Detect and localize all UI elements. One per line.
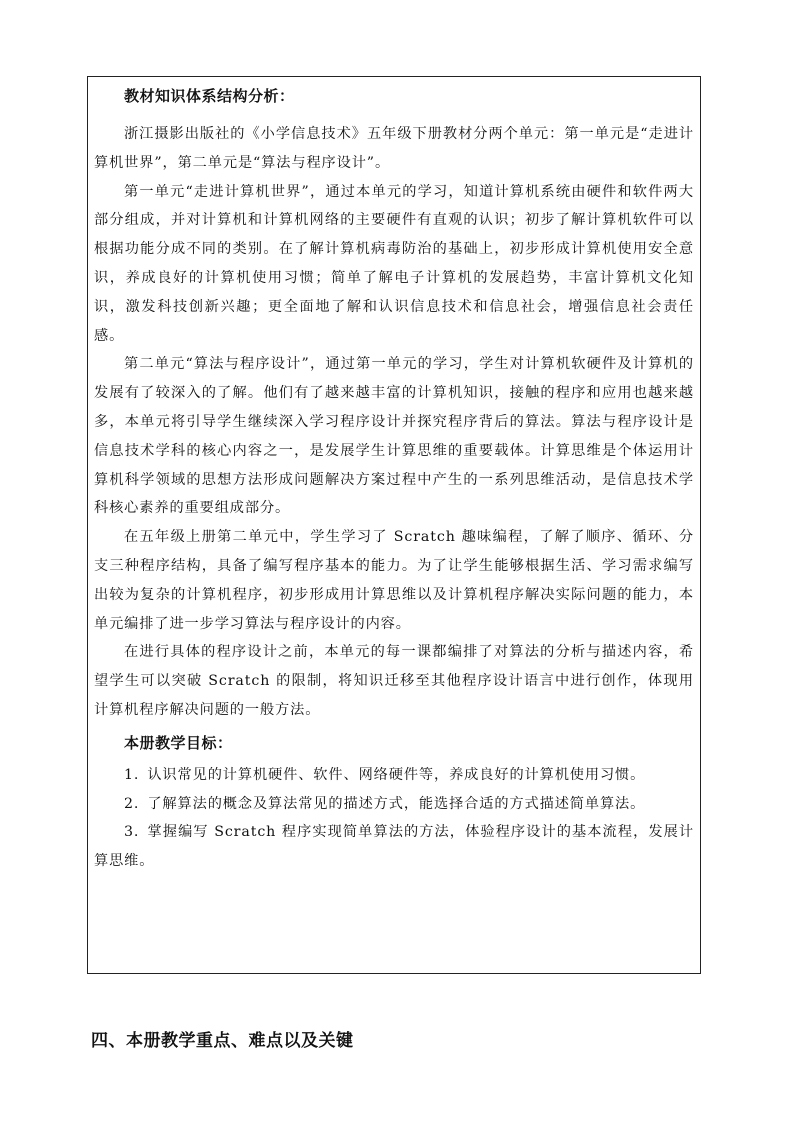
paragraph-unit-two: 第二单元“算法与程序设计”，通过第一单元的学习，学生对计算机软硬件及计算机的发展有了较深入的了解。他们有了越来越丰富的计算机知识，接触的程序和应用也越来越多，本单元将引导学生继续深入学习程序设计并探究程序背后的算法。算法与程序设计是信息技术学科的核心内容之一，是发展学生计算思维的重要载体。计算思维是个体运用计算机科学领域的思想方法形成问题解决方案过程中产生的一系列思维活动，是信息技术学科核心素养的重要组成部分。 [94,356,694,517]
section-title-key-points: 四、本册教学重点、难点以及关键 [91,1031,354,1051]
goal-text: 认识常见的计算机硬件、软件、网络硬件等，养成良好的计算机使用习惯。 [147,766,646,783]
goal-text: 了解算法的概念及算法常见的描述方式，能选择合适的方式描述简单算法。 [147,795,646,812]
goal-item [94,818,694,876]
goal-text: 掌握编写 Scratch 程序实现简单算法的方法，体验程序设计的基本流程，发展计算思维。 [94,824,694,870]
paragraph-intro: 浙江摄影出版社的《小学信息技术》五年级下册教材分两个单元：第一单元是“走进计算机世界”，第二单元是“算法与程序设计”。 [94,126,694,171]
content-box [87,76,701,974]
goal-item [94,790,694,819]
section-heading-goals: 本册教学目标： [124,733,233,752]
goal-number: 2. [124,795,140,812]
goal-item [94,761,694,790]
goals-list [94,761,694,876]
goal-number: 1. [124,766,140,783]
paragraph-scratch-background: 在五年级上册第二单元中，学生学习了 Scratch 趣味编程，了解了顺序、循环、分支三种程序结构，具备了编写程序基本的能力。为了让学生能够根据生活、学习需求编写出较为复杂的计算机程序，初步形成用计算思维以及计算机程序解决实际问题的能力，本单元编排了进一步学习算法与程序设计的内容。 [94,529,694,632]
paragraph-algorithm-analysis: 在进行具体的程序设计之前，本单元的每一课都编排了对算法的分析与描述内容，希望学生可以突破 Scratch 的限制，将知识迁移至其他程序设计语言中进行创作，体现用计算机程序解决问题的一般方法。 [94,644,694,718]
goal-number: 3. [124,824,140,841]
section-heading-structure: 教材知识体系结构分析： [124,87,295,105]
paragraph-unit-one: 第一单元“走进计算机世界”，通过本单元的学习，知道计算机系统由硬件和软件两大部分组成，并对计算机和计算机网络的主要硬件有直观的认识；初步了解计算机软件可以根据功能分成不同的类别。在了解计算机病毒防治的基础上，初步形成计算机使用安全意识，养成良好的计算机使用习惯；简单了解电子计算机的发展趋势，丰富计算机文化知识，激发科技创新兴趣；更全面地了解和认识信息技术和信息社会，增强信息社会责任感。 [94,183,694,344]
